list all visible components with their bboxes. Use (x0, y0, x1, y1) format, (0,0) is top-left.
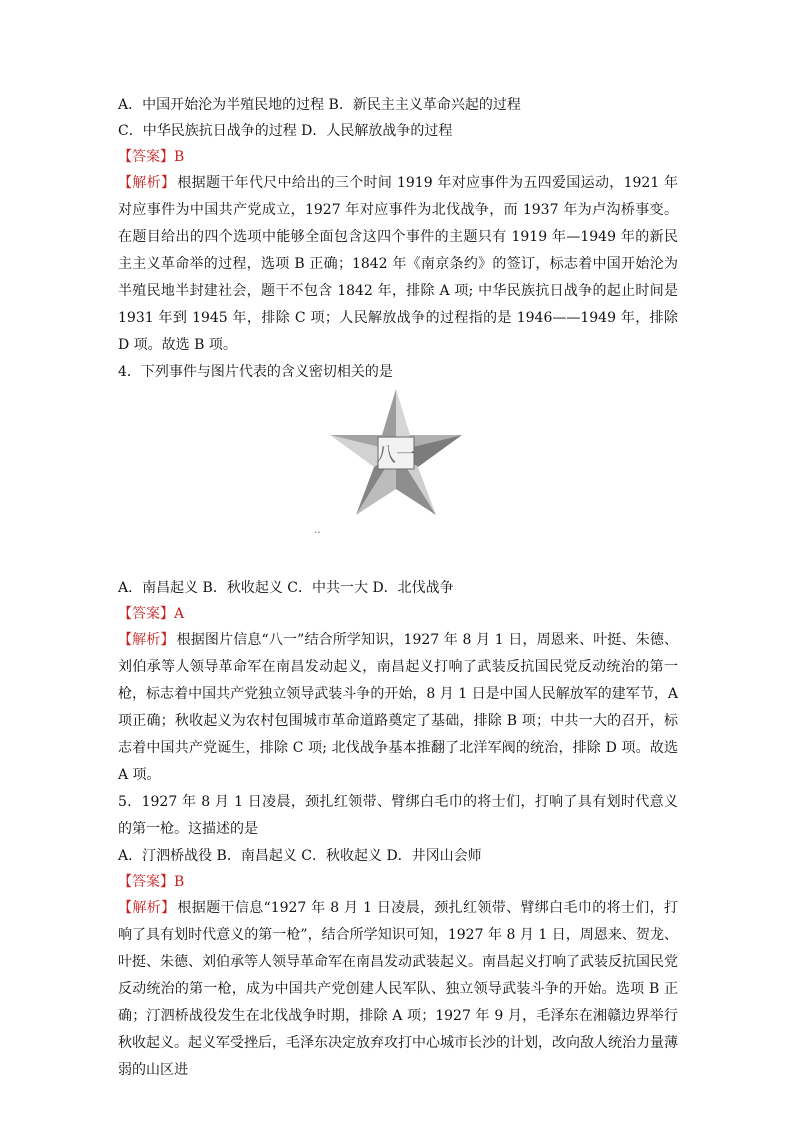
figure-caption-dots: ‥ (314, 525, 323, 536)
analysis-text: 根据题干信息“1927 年 8 月 1 日凌晨，颈扎红领带、臂绑白毛巾的将士们，打响了具有划时代意义的第一枪”，结合所学知识可知，1927 年 8 月 1 日，周恩来、贺龙、叶挺、朱德、刘伯承等人领导革命军在南昌发动武装起义。南昌起义打响了武装反抗国民党反动统治的第一枪，成为中国共产党创建人民军队、独立领导武装斗争的开始。选项 B 正确；汀泗桥战役发生在北伐战争时期，排除 A 项；1927 年 9 月，毛泽东在湘赣边界举行秋收起义。起义军受挫后，毛泽东决定放弃攻打中心城市长沙的计划，改向敌人统治力量薄弱的山区进 (118, 900, 678, 1078)
q4-figure (118, 387, 678, 577)
page-content (118, 94, 678, 1084)
q4-stem: 4．下列事件与图片代表的含义密切相关的是 (118, 364, 393, 380)
answer-label: 【答案】 (118, 149, 174, 165)
q4-answer (118, 603, 678, 625)
q5-stem: 5．1927 年 8 月 1 日凌晨，颈扎红领带、臂绑白毛巾的将士们，打响了具有划时代意义的第一枪。这描述的是 (118, 794, 678, 837)
answer-value: A (174, 606, 185, 622)
q3-options-ab: A．中国开始沦为半殖民地的过程 B．新民主主义革命兴起的过程 (118, 97, 521, 113)
q4-options: A．南昌起义 B．秋收起义 C．中共一大 D．北伐战争 (118, 580, 454, 596)
analysis-text: 根据图片信息“八一”结合所学知识，1927 年 8 月 1 日，周恩来、叶挺、朱德、刘伯承等人领导革命军在南昌发动起义，南昌起义打响了武装反抗国民党反动统治的第一枪，标志着中国共产党独立领导武装斗争的开始，8 月 1 日是中国人民解放军的建军节，A 项正确；秋收起义为农村包围城市革命道路奠定了基础，排除 B 项；中共一大的召开，标志着中国共产党诞生，排除 C 项; 北伐战争基本推翻了北洋军阀的统治，排除 D 项。故选 A 项。 (118, 632, 679, 783)
bayi-star-image (328, 389, 464, 519)
q3-answer (118, 146, 678, 168)
q5-analysis (118, 895, 678, 1084)
q5-options: A．汀泗桥战役 B．南昌起义 C．秋收起义 D．井冈山会师 (118, 848, 482, 864)
analysis-label: 【解析】 (118, 900, 176, 916)
analysis-label: 【解析】 (118, 175, 176, 191)
answer-value: B (174, 149, 185, 165)
q3-options-cd: C．中华民族抗日战争的过程 D．人民解放战争的过程 (118, 123, 453, 139)
answer-value: B (174, 874, 185, 890)
q3-analysis (118, 170, 678, 359)
answer-label: 【答案】 (118, 874, 174, 890)
q4-analysis (118, 627, 678, 789)
answer-label: 【答案】 (118, 606, 174, 622)
q5-answer (118, 871, 678, 893)
star-icon (328, 389, 464, 519)
star-emblem-text: 八一 (376, 442, 416, 466)
analysis-text: 根据题干年代尺中给出的三个时间 1919 年对应事件为五四爱国运动，1921 年对应事件为中国共产党成立，1927 年对应事件为北伐战争，而 1937 年为卢沟桥事变。在题目给出的四个选项中能够全面包含这四个事件的主题只有 1919 年—1949 年的新民主主义革命举的过程，选项 B 正确；1842 年《南京条约》的签订，标志着中国开始沦为半殖民地半封建社会，题干不包含 1842 年，排除 A 项; 中华民族抗日战争的起止时间是 1931 年到 1945 年，排除 C 项；人民解放战争的过程指的是 1946——1949 年，排除 D 项。故选 B 项。 (118, 175, 679, 353)
analysis-label: 【解析】 (118, 632, 175, 648)
